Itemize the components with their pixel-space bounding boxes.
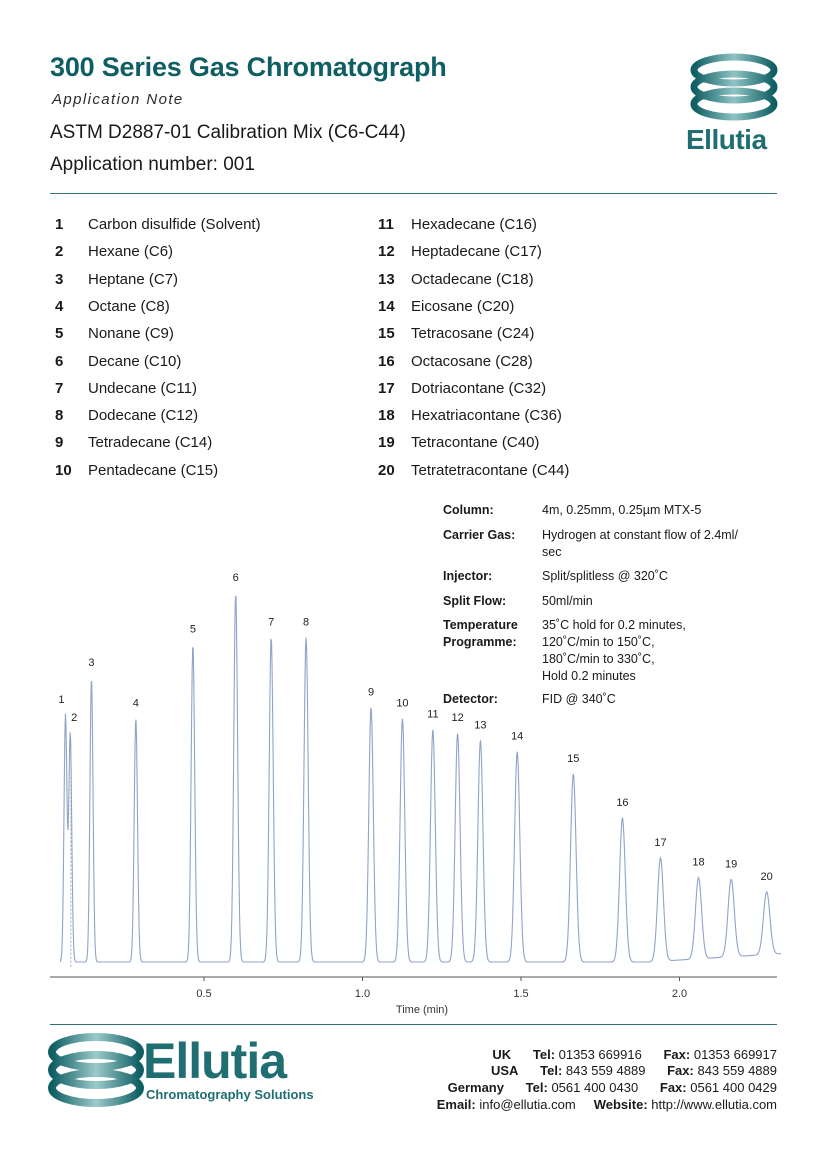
condition-value: 35˚C hold for 0.2 minutes, 120˚C/min to 150˚C, 180˚C/min to 330˚C, Hold 0.2 minutes	[542, 618, 686, 683]
compound-number: 5	[55, 325, 64, 343]
country-usa: USA	[491, 1063, 519, 1078]
compound-name: Hexane (C6)	[88, 243, 174, 261]
compound-name: Octacosane (C28)	[411, 352, 533, 370]
condition-label: Detector:	[443, 692, 498, 706]
chromatogram-trace	[60, 596, 781, 962]
compound-name: Dodecane (C12)	[88, 407, 199, 425]
condition-label: Column:	[443, 503, 494, 517]
compound-number: 16	[378, 352, 395, 370]
compound-number: 2	[55, 243, 64, 261]
peak-label: 10	[396, 697, 409, 710]
footer-brand: Ellutia	[143, 1033, 287, 1089]
usa-fax: 843 559 4889	[697, 1063, 777, 1078]
germany-fax-label: Fax:	[659, 1080, 687, 1095]
contact-uk	[492, 1046, 777, 1063]
usa-fax-label: Fax:	[667, 1063, 694, 1078]
compound-name: Heptadecane (C17)	[411, 243, 542, 261]
peak-label: 12	[451, 712, 464, 725]
footer-tagline: Chromatography Solutions	[146, 1087, 314, 1102]
peak-label: 11	[427, 708, 439, 721]
peak-label: 17	[654, 836, 667, 849]
compound-name: Nonane (C9)	[88, 325, 174, 343]
usa-tel-label: Tel:	[540, 1063, 563, 1078]
compound-number: 12	[378, 243, 395, 261]
condition-label: Temperature Programme:	[443, 618, 518, 649]
peak-label: 4	[132, 697, 139, 710]
compound-name: Eicosane (C20)	[411, 297, 515, 315]
peak-label: 8	[303, 616, 310, 629]
contact-germany	[448, 1079, 777, 1096]
compound-number: 4	[55, 297, 64, 315]
peak-label: 7	[268, 616, 275, 629]
condition-value: Hydrogen at constant flow of 2.4ml/ sec	[542, 528, 738, 559]
x-tick-label: 2.0	[671, 988, 688, 1000]
compound-number: 9	[55, 434, 64, 452]
compound-name: Hexadecane (C16)	[411, 216, 537, 233]
uk-tel-label: Tel:	[532, 1047, 556, 1062]
condition-value: Split/splitless @ 320˚C	[542, 569, 668, 583]
compound-name: Tetradecane (C14)	[88, 434, 213, 452]
compound-name: Pentadecane (C15)	[88, 461, 219, 479]
x-tick-label: 0.5	[196, 988, 212, 1000]
germany-tel-label: Tel:	[525, 1080, 548, 1095]
peak-label: 3	[88, 656, 95, 669]
peak-label: 20	[760, 870, 773, 883]
compound-name: Carbon disulfide (Solvent)	[88, 216, 261, 233]
contact-usa	[491, 1062, 777, 1079]
condition-label: Carrier Gas:	[443, 528, 516, 542]
logo-wordmark: Ellutia	[686, 124, 767, 155]
footer-divider	[50, 1024, 777, 1025]
compound-number: 14	[378, 297, 395, 315]
compound-number: 17	[378, 379, 395, 397]
country-germany: Germany	[447, 1080, 504, 1095]
calibration-mix-title: ASTM D2887-01 Calibration Mix (C6-C44)	[50, 122, 406, 143]
compound-number: 15	[378, 325, 395, 343]
page-title: 300 Series Gas Chromatograph	[50, 52, 447, 82]
peak-label: 5	[189, 623, 196, 636]
website-label: Website:	[593, 1097, 648, 1112]
compound-name: Hexatriacontane (C36)	[411, 407, 562, 425]
peak-label: 16	[616, 797, 629, 810]
application-number: Application number: 001	[50, 154, 255, 175]
condition-label: Injector:	[443, 569, 493, 583]
website-link[interactable]: http://www.ellutia.com	[651, 1097, 777, 1112]
peak-label: 18	[692, 856, 705, 869]
compound-number: 3	[55, 270, 64, 288]
peak-label: 9	[367, 686, 375, 699]
email-link[interactable]: info@ellutia.com	[479, 1097, 576, 1112]
compound-name: Heptane (C7)	[88, 270, 179, 288]
email-label: Email:	[436, 1097, 476, 1112]
compound-number: 13	[378, 270, 395, 288]
compound-number: 1	[55, 216, 64, 233]
peak-label: 1	[58, 693, 65, 706]
compound-number: 8	[55, 407, 64, 425]
contact-web	[437, 1096, 777, 1113]
condition-value: 50ml/min	[542, 594, 593, 608]
peak-label: 15	[567, 752, 580, 765]
uk-fax: 01353 669917	[693, 1047, 777, 1062]
germany-tel: 0561 400 0430	[551, 1080, 639, 1095]
peak-label: 6	[232, 572, 239, 584]
compound-number: 6	[55, 352, 64, 370]
condition-value: 4m, 0.25mm, 0.25µm MTX-5	[542, 503, 702, 517]
compound-number: 18	[378, 407, 395, 425]
peak-label: 13	[474, 719, 487, 732]
compound-name: Tetracosane (C24)	[411, 325, 535, 343]
compound-number: 11	[378, 216, 394, 233]
page-subtitle: Application Note	[52, 91, 184, 108]
compound-name: Decane (C10)	[88, 352, 182, 370]
footer-logo-icon	[48, 1030, 148, 1110]
x-tick-label: 1.0	[354, 988, 371, 1000]
compound-name: Tetracontane (C40)	[411, 434, 540, 452]
uk-fax-label: Fax:	[663, 1047, 691, 1062]
condition-label: Split Flow:	[443, 594, 507, 608]
compound-number: 19	[378, 434, 395, 452]
compound-number: 7	[55, 379, 64, 397]
compound-name: Octane (C8)	[88, 297, 170, 315]
usa-tel: 843 559 4889	[565, 1063, 646, 1078]
peak-label: 2	[71, 712, 78, 725]
uk-tel: 01353 669916	[558, 1047, 642, 1062]
condition-value: FID @ 340˚C	[542, 692, 616, 706]
x-axis-label: Time (min)	[395, 1004, 449, 1016]
compound-name: Undecane (C11)	[88, 379, 197, 397]
compound-number: 20	[378, 461, 395, 479]
compound-name: Tetratetracontane (C44)	[411, 461, 570, 479]
peak-label: 19	[725, 858, 738, 871]
compound-number: 10	[55, 461, 72, 479]
peak-label: 14	[511, 730, 524, 743]
compound-name: Dotriacontane (C32)	[411, 379, 547, 397]
germany-fax: 0561 400 0429	[690, 1080, 777, 1095]
x-tick-label: 1.5	[513, 988, 529, 1000]
country-uk: UK	[492, 1047, 512, 1062]
compound-name: Octadecane (C18)	[411, 270, 534, 288]
